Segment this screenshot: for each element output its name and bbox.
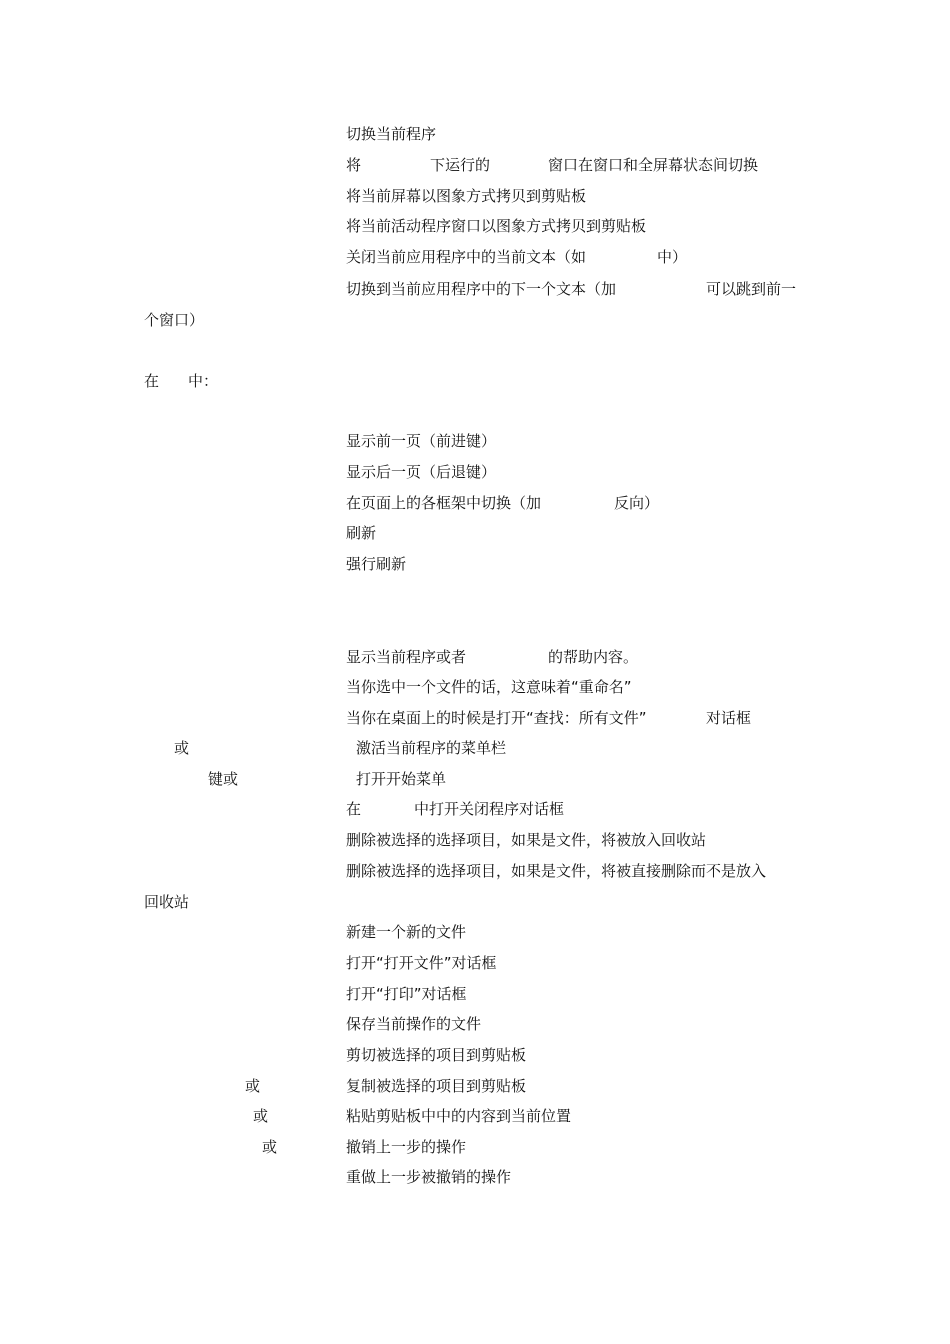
desc-save: 保存当前操作的文件 bbox=[346, 1015, 482, 1033]
key-or-copy: 或 bbox=[245, 1077, 261, 1095]
desc-start-menu: 打开开始菜单 bbox=[356, 770, 447, 788]
section-heading-b: 中： bbox=[188, 372, 219, 390]
key-or-paste: 或 bbox=[253, 1107, 269, 1125]
desc-find-b: 对话框 bbox=[706, 709, 752, 727]
desc-forward: 显示前一页（前进键） bbox=[346, 432, 497, 450]
key-or-menu: 或 bbox=[174, 739, 190, 757]
desc-close-program-a: 在 bbox=[346, 800, 362, 818]
desc-close-doc-b: 中） bbox=[657, 248, 688, 266]
desc-refresh: 刷新 bbox=[346, 524, 377, 542]
desc-fullscreen-c: 窗口在窗口和全屏幕状态间切换 bbox=[548, 156, 759, 174]
section-heading-a: 在 bbox=[144, 372, 160, 390]
desc-rename: 当你选中一个文件的话，这意味着“重命名” bbox=[346, 678, 632, 696]
desc-next-doc-b: 可以跳到前一 bbox=[706, 280, 797, 298]
desc-find-a: 当你在桌面上的时候是打开“查找：所有文件” bbox=[346, 709, 647, 727]
desc-paste: 粘贴剪贴板中中的内容到当前位置 bbox=[346, 1107, 572, 1125]
desc-menubar: 激活当前程序的菜单栏 bbox=[356, 739, 507, 757]
desc-frames-a: 在页面上的各框架中切换（加 bbox=[346, 494, 542, 512]
desc-close-program-b: 中打开关闭程序对话框 bbox=[414, 800, 565, 818]
desc-force-refresh: 强行刷新 bbox=[346, 555, 407, 573]
desc-shift-delete-cont: 回收站 bbox=[144, 893, 190, 911]
desc-undo: 撤销上一步的操作 bbox=[346, 1138, 467, 1156]
desc-back: 显示后一页（后退键） bbox=[346, 463, 497, 481]
desc-help-a: 显示当前程序或者 bbox=[346, 648, 467, 666]
desc-redo: 重做上一步被撤销的操作 bbox=[346, 1168, 512, 1186]
desc-delete: 删除被选择的选择项目，如果是文件，将被放入回收站 bbox=[346, 831, 707, 849]
desc-next-doc-a: 切换到当前应用程序中的下一个文本（加 bbox=[346, 280, 617, 298]
key-or-start: 键或 bbox=[208, 770, 239, 788]
desc-copy: 复制被选择的项目到剪贴板 bbox=[346, 1077, 527, 1095]
desc-shift-delete: 删除被选择的选择项目，如果是文件，将被直接删除而不是放入 bbox=[346, 862, 767, 880]
desc-frames-b: 反向） bbox=[614, 494, 660, 512]
desc-next-doc-cont: 个窗口） bbox=[144, 311, 205, 329]
desc-fullscreen-a: 将 bbox=[346, 156, 362, 174]
desc-cut: 剪切被选择的项目到剪贴板 bbox=[346, 1046, 527, 1064]
desc-help-b: 的帮助内容。 bbox=[548, 648, 639, 666]
desc-switch-program: 切换当前程序 bbox=[346, 125, 437, 143]
desc-new-file: 新建一个新的文件 bbox=[346, 923, 467, 941]
key-or-undo: 或 bbox=[262, 1138, 278, 1156]
desc-print: 打开“打印”对话框 bbox=[346, 985, 467, 1003]
desc-alt-printscreen: 将当前活动程序窗口以图象方式拷贝到剪贴板 bbox=[346, 217, 647, 235]
desc-close-doc-a: 关闭当前应用程序中的当前文本（如 bbox=[346, 248, 587, 266]
desc-open-file: 打开“打开文件”对话框 bbox=[346, 954, 497, 972]
desc-fullscreen-b: 下运行的 bbox=[430, 156, 491, 174]
desc-printscreen: 将当前屏幕以图象方式拷贝到剪贴板 bbox=[346, 187, 587, 205]
